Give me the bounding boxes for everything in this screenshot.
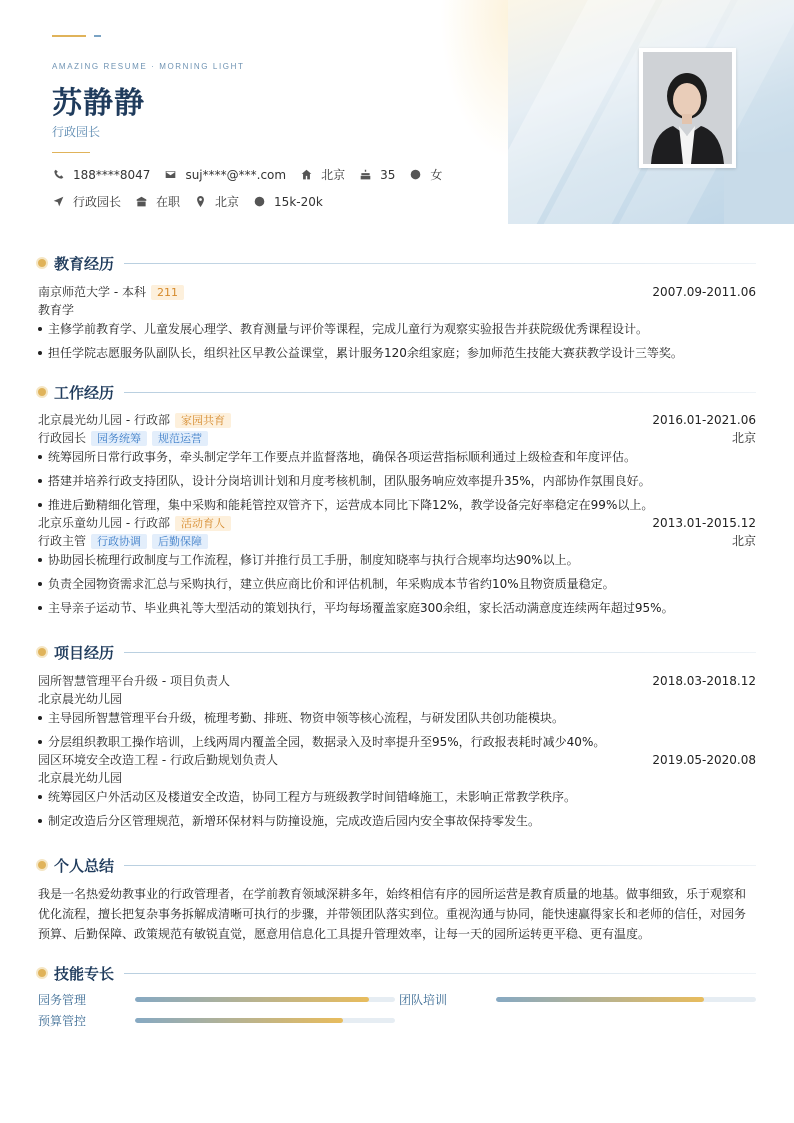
skill-item	[38, 990, 395, 1008]
list-item: 负责全园物资需求汇总与采购执行，建立供应商比价和评估机制，年采购成本节省约10%且物资质量稳定。	[38, 575, 756, 593]
summary-section	[38, 854, 756, 944]
role-tag: 规范运营	[152, 431, 208, 446]
info-status: 在职	[135, 193, 180, 210]
section-divider	[124, 652, 756, 653]
org-name: 北京晨光幼儿园 - 行政部	[38, 413, 170, 427]
list-item: 搭建并培养行政支持团队，设计分岗培训计划和月度考核机制，团队服务响应效率提升35%，内部协作氛围良好。	[38, 472, 756, 490]
skill-bar	[135, 1018, 395, 1023]
info-phone: 188****8047	[52, 168, 150, 182]
section-header	[38, 641, 756, 663]
work-entry-header	[38, 514, 756, 532]
section-divider	[124, 865, 756, 866]
list-item: 主修学前教育学、儿童发展心理学、教育测量与评价等课程，完成儿童行为观察实验报告并获院级优秀课程设计。	[38, 320, 756, 338]
section-divider	[124, 392, 756, 393]
project-entry	[38, 672, 756, 751]
skill-label: 预算管控	[38, 1013, 87, 1028]
work-date: 2016.01-2021.06	[652, 413, 756, 427]
job-intent-row	[52, 193, 337, 210]
work-city: 北京	[731, 431, 756, 445]
skill-label: 团队培训	[399, 992, 448, 1007]
contact-row	[52, 166, 456, 183]
project-org: 北京晨光幼儿园	[38, 771, 123, 785]
project-bullets	[38, 709, 756, 751]
location-icon	[194, 196, 206, 208]
skill-fill	[496, 997, 704, 1002]
skills-section	[38, 962, 756, 1034]
list-item: 统筹园所日常行政事务，牵头制定学年工作要点并监督落地，确保各项运营指标顺利通过上级检查和年度评估。	[38, 448, 756, 466]
section-dot	[38, 388, 46, 396]
education-entry-header	[38, 283, 756, 301]
candidate-title: 行政园长	[52, 125, 101, 139]
education-date: 2007.09-2011.06	[652, 285, 756, 299]
projects-section	[38, 641, 756, 836]
project-entry-header	[38, 751, 756, 769]
work-city: 北京	[731, 534, 756, 548]
info-location: 北京	[194, 193, 239, 210]
list-item: 统筹园区户外活动区及楼道安全改造，协同工程方与班级教学时间错峰施工，未影响正常教学秩序。	[38, 788, 756, 806]
work-entry	[38, 411, 756, 514]
org-name: 北京乐童幼儿园 - 行政部	[38, 516, 170, 530]
section-title-projects: 项目经历	[54, 643, 115, 662]
skill-item	[38, 1011, 395, 1029]
section-dot	[38, 969, 46, 977]
project-name: 园所智慧管理平台升级 - 项目负责人	[38, 674, 230, 688]
project-bullets	[38, 788, 756, 830]
skill-bar	[496, 997, 756, 1002]
job-role: 行政主管	[38, 534, 87, 548]
candidate-name: 苏静静	[52, 86, 145, 121]
job-role: 行政园长	[38, 431, 87, 445]
send-icon	[52, 196, 64, 208]
info-target-role: 行政园长	[52, 193, 121, 210]
salary-icon	[253, 196, 265, 208]
title-divider	[52, 152, 90, 153]
list-item: 制定改造后分区管理规范，新增环保材料与防撞设施，完成改造后园内安全事故保持零发生。	[38, 812, 756, 830]
work-role-row	[38, 532, 756, 550]
gender-icon	[409, 169, 421, 181]
info-gender: 女	[409, 166, 442, 183]
work-date: 2013.01-2015.12	[652, 516, 756, 530]
section-dot	[38, 648, 46, 656]
role-tag: 园务统筹	[91, 431, 147, 446]
section-divider	[124, 973, 756, 974]
education-bullets	[38, 320, 756, 362]
section-header	[38, 381, 756, 403]
school-name: 南京师范大学 - 本科	[38, 285, 146, 299]
section-title-work: 工作经历	[54, 383, 115, 402]
phone-icon	[52, 169, 64, 181]
list-item: 协助园长梳理行政制度与工作流程，修订并推行员工手册，制度知晓率与执行合规率均达90%以上。	[38, 551, 756, 569]
role-tag: 行政协调	[91, 534, 147, 549]
project-org: 北京晨光幼儿园	[38, 692, 123, 706]
list-item: 推进后勤精细化管理，集中采购和能耗管控双管齐下，运营成本同比下降12%，教学设备完好率稳定在99%以上。	[38, 496, 756, 514]
summary-text: 我是一名热爱幼教事业的行政管理者，在学前教育领域深耕多年，始终相信有序的园所运营是教育质量的地基。做事细致，乐于观察和优化流程，擅长把复杂事务拆解成清晰可执行的步骤，并带领团队落实到位。重视沟通与协同，能快速赢得家长和老师的信任，对园务预算、后勤保障、政策规范有敏锐直觉，愿意用信息化工具提升管理效率，让每一天的园所运转更平稳、更有温度。	[38, 887, 747, 941]
skill-fill	[135, 1018, 343, 1023]
info-city: 北京	[300, 166, 345, 183]
section-title-summary: 个人总结	[54, 856, 115, 875]
section-header	[38, 962, 756, 984]
resume-header	[0, 0, 794, 224]
section-title-skills: 技能专长	[54, 964, 115, 983]
work-entry	[38, 514, 756, 617]
home-icon	[300, 169, 312, 181]
project-date: 2018.03-2018.12	[652, 674, 756, 688]
info-salary: 15k-20k	[253, 195, 323, 209]
skill-fill	[135, 997, 369, 1002]
skill-bar	[135, 997, 395, 1002]
project-entry-header	[38, 672, 756, 690]
work-section	[38, 381, 756, 623]
section-header	[38, 252, 756, 274]
profile-photo-image	[643, 52, 732, 164]
project-name: 园区环境安全改造工程 - 行政后勤规划负责人	[38, 753, 278, 767]
section-dot	[38, 259, 46, 267]
project-entry	[38, 751, 756, 830]
info-age: 35	[359, 168, 395, 182]
email-icon	[164, 169, 176, 181]
school-tag: 211	[151, 285, 184, 300]
cake-icon	[359, 169, 371, 181]
section-header	[38, 854, 756, 876]
tagline: AMAZING RESUME · MORNING LIGHT	[52, 62, 245, 71]
profile-photo	[639, 48, 736, 168]
work-role-row	[38, 429, 756, 447]
work-entry-header	[38, 411, 756, 429]
major: 教育学	[38, 303, 75, 317]
role-tag: 后勤保障	[152, 534, 208, 549]
section-dot	[38, 861, 46, 869]
skill-item	[399, 990, 756, 1008]
work-bullets	[38, 551, 756, 617]
list-item: 主导亲子运动节、毕业典礼等大型活动的策划执行，平均每场覆盖家庭300余组，家长活动满意度连续两年超过95%。	[38, 599, 756, 617]
work-bullets	[38, 448, 756, 514]
section-divider	[124, 263, 756, 264]
section-title-education: 教育经历	[54, 254, 115, 273]
education-section	[38, 252, 756, 368]
project-date: 2019.05-2020.08	[652, 753, 756, 767]
list-item: 主导园所智慧管理平台升级，梳理考勤、排班、物资申领等核心流程，与研发团队共创功能模块。	[38, 709, 756, 727]
org-tag: 活动育人	[175, 516, 231, 531]
org-tag: 家园共育	[175, 413, 231, 428]
info-email: suj****@***.com	[164, 168, 286, 182]
skills-grid	[38, 990, 756, 1034]
list-item: 分层组织教职工操作培训，上线两周内覆盖全园，数据录入及时率提升至95%，行政报表耗时减少40%。	[38, 733, 756, 751]
list-item: 担任学院志愿服务队副队长，组织社区早教公益课堂，累计服务120余组家庭；参加师范生技能大赛获教学设计三等奖。	[38, 344, 756, 362]
skill-label: 园务管理	[38, 992, 87, 1007]
status-icon	[135, 196, 147, 208]
